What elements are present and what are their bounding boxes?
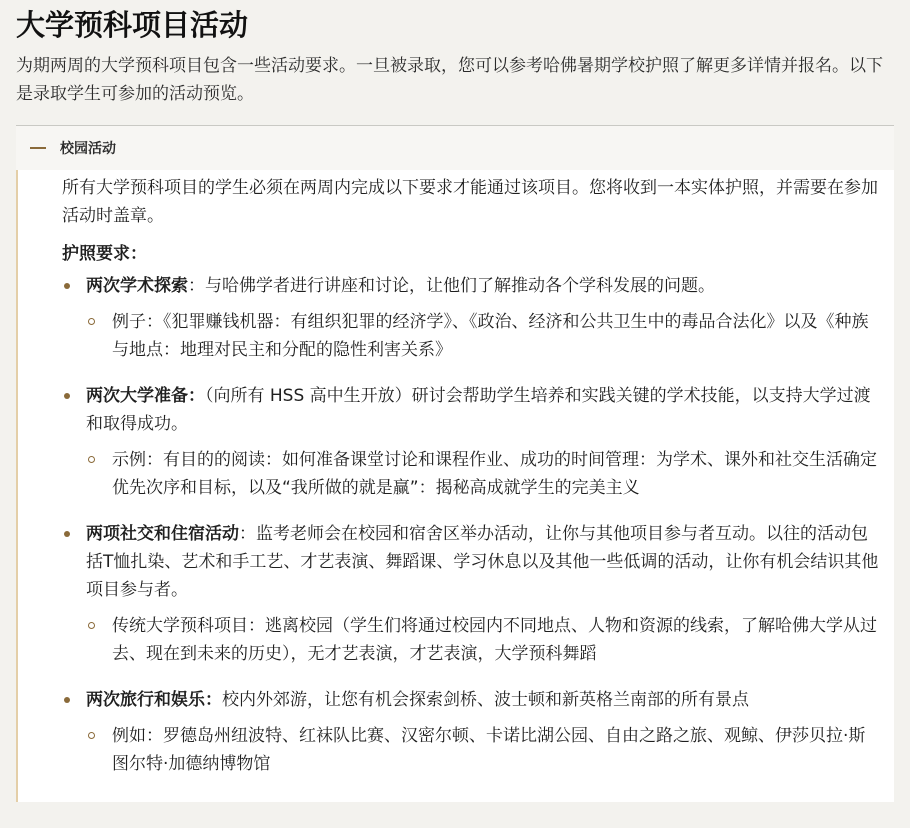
sub-list [86,446,880,502]
accordion-body [16,170,894,802]
item-text: 校内外郊游，让您有机会探索剑桥、波士顿和新英格兰南部的所有景点 [222,690,749,710]
sub-list-item: 示例：有目的的阅读：如何准备课堂讨论和课程作业、成功的时间管理：为学术、课外和社交生活确定优先次序和目标，以及“我所做的就是赢”：揭秘高成就学生的完美主义 [86,446,880,502]
intro-text: 为期两周的大学预科项目包含一些活动要求。一旦被录取，您可以参考哈佛暑期学校护照了解更多详情并报名。以下是录取学生可参加的活动预览。 [16,56,883,104]
collapse-icon[interactable] [30,147,46,149]
requirements-heading: 护照要求： [62,244,147,264]
requirements-list [62,272,880,778]
list-item [62,686,880,778]
list-item [62,520,880,668]
accordion-header[interactable] [16,126,894,170]
list-item [62,382,880,502]
accordion-title: 校园活动 [60,141,116,157]
item-text: ：监考老师会在校园和宿舍区举办活动，让你与其他项目参与者互动。以往的活动包括T恤扎染、艺术和手工艺、才艺表演、舞蹈课、学习休息以及其他一些低调的活动，让你有机会结识其他项目参与者。 [86,524,879,600]
page-title: 大学预科项目活动 [16,8,249,42]
sub-list-item: 例如：罗德岛州纽波特、红袜队比赛、汉密尔顿、卡诺比湖公园、自由之路之旅、观鲸、伊莎贝拉·斯图尔特·加德纳博物馆 [86,722,880,778]
accordion-description: 所有大学预科项目的学生必须在两周内完成以下要求才能通过该项目。您将收到一本实体护照，并需要在参加活动时盖章。 [62,178,878,226]
sub-list-item: 传统大学预科项目：逃离校园（学生们将通过校园内不同地点、人物和资源的线索，了解哈佛大学从过去、现在到未来的历史），无才艺表演，才艺表演，大学预科舞蹈 [86,612,880,668]
item-title: 两次旅行和娱乐： [86,690,222,710]
sub-list-item: 例子：《犯罪赚钱机器：有组织犯罪的经济学》、《政治、经济和公共卫生中的毒品合法化》以及《种族与地点：地理对民主和分配的隐性利害关系》 [86,308,880,364]
accordion-campus-activities [16,125,894,802]
sub-list [86,612,880,668]
item-title: 两次学术探索 [86,276,188,296]
item-title: 两次大学准备： [86,386,205,406]
item-text: ：与哈佛学者进行讲座和讨论，让他们了解推动各个学科发展的问题。 [188,276,715,296]
list-item [62,272,880,364]
item-text: （向所有 HSS 高中生开放）研讨会帮助学生培养和实践关键的学术技能，以支持大学过渡和取得成功。 [86,386,871,434]
sub-list [86,308,880,364]
item-title: 两项社交和住宿活动 [86,524,239,544]
sub-list [86,722,880,778]
